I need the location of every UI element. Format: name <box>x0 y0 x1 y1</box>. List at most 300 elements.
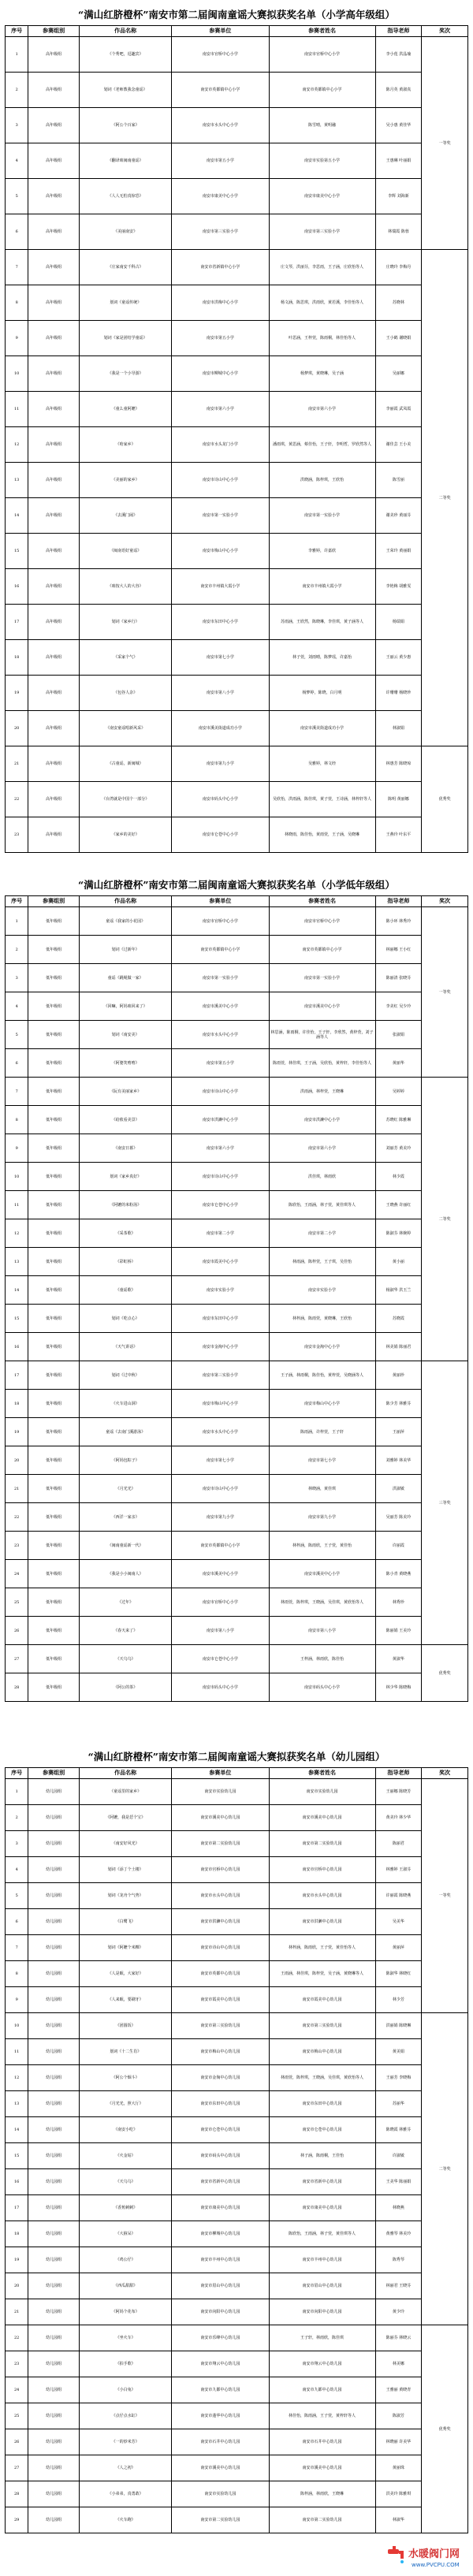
table-row <box>6 250 468 285</box>
cell-work: 《包谷人杂》 <box>79 676 171 711</box>
cell-no: 18 <box>6 2221 28 2247</box>
cell-teacher: 谢佳芸 王小美 <box>375 427 422 463</box>
cell-no: 21 <box>6 2299 28 2325</box>
cell-teacher: 黄美娟 <box>375 2039 422 2065</box>
cell-person: 南安市码头中心小学 <box>269 1673 375 1702</box>
table-row <box>6 108 468 143</box>
cell-work: 《阿嬷的米粉汤》 <box>79 1191 171 1219</box>
cell-unit: 南安市水头龙门小学 <box>172 427 269 463</box>
cell-teacher: 林丽君 王晓芬 <box>375 2273 422 2299</box>
cell-award: 优秀奖 <box>422 1645 468 1702</box>
cell-teacher: 王荣玲 黄丽娟 <box>375 534 422 569</box>
cell-unit: 南安市第六小学 <box>172 392 269 427</box>
cell-group: 高年级组 <box>28 179 80 214</box>
cell-person: 林子涵，陈雨桐，王佳怡 <box>269 2143 375 2169</box>
cell-no: 21 <box>6 746 28 782</box>
cell-no: 12 <box>6 2065 28 2091</box>
cell-teacher: 王燕玲 叶东平 <box>375 817 422 853</box>
cell-teacher: 王小鹤 谢晓娟 <box>375 321 422 356</box>
cell-work: 《坐火车》 <box>79 2325 171 2351</box>
cell-work: 《去溪门闹》 <box>79 498 171 534</box>
cell-no: 6 <box>6 1049 28 1078</box>
cell-person: 南安市官桥中心小学 <box>269 907 375 936</box>
cell-unit: 南安市诗山中心小学 <box>172 463 269 498</box>
cell-no: 13 <box>6 463 28 498</box>
cell-award: 二等奖 <box>422 250 468 746</box>
column-header: 指导老师 <box>375 1768 422 1779</box>
table-row <box>6 2195 468 2221</box>
cell-person: 林佳怡，陈雨涵，王子萱，黄梓轩等人 <box>269 2403 375 2429</box>
cell-person: 南安市水头中心幼儿园 <box>269 1883 375 1909</box>
table-row <box>6 1909 468 1935</box>
watermark-site-url: www.PVCPU.COM <box>412 2562 460 2568</box>
cell-work: 《美丽南安》 <box>79 214 171 250</box>
cell-no: 7 <box>6 1078 28 1106</box>
cell-unit: 南安市柳城中心小学 <box>172 356 269 392</box>
cell-unit: 南安市码头中心幼儿园 <box>172 2143 269 2169</box>
column-header: 作品名称 <box>79 1768 171 1779</box>
cell-work: 划词《添丁个土楼》 <box>79 1857 171 1883</box>
cell-person: 林雨涵，陈梓萱，王子琪，吴佳怡 <box>269 1248 375 1276</box>
table-row <box>6 427 468 463</box>
cell-teacher: 庄晓玲 李梅丹 <box>375 250 422 285</box>
cell-no: 20 <box>6 711 28 746</box>
cell-teacher: 林少霞 <box>375 1163 422 1191</box>
cell-person: 南安市溪美中心小学 <box>269 992 375 1021</box>
cell-group: 低年级组 <box>28 1532 80 1560</box>
cell-no: 6 <box>6 1909 28 1935</box>
cell-work: 《闽南语好童谣》 <box>79 534 171 569</box>
cell-unit: 南安市第一实验小学 <box>172 964 269 992</box>
cell-group: 低年级组 <box>28 1106 80 1134</box>
cell-no: 21 <box>6 1475 28 1503</box>
cell-no: 8 <box>6 285 28 321</box>
cell-group: 低年级组 <box>28 1305 80 1333</box>
table-row <box>6 1475 468 1503</box>
cell-award: 一等奖 <box>422 1779 468 2013</box>
cell-work: 《大箍呆》 <box>79 2221 171 2247</box>
cell-group: 幼儿园组 <box>28 2377 80 2403</box>
cell-no: 17 <box>6 605 28 640</box>
cell-no: 15 <box>6 1305 28 1333</box>
section-title: “满山红脐橙杯”南安市第二届闽南童谣大赛拟获奖名单（小学低年级组） <box>78 879 395 891</box>
cell-unit: 南安市第五小学 <box>172 143 269 179</box>
table-row <box>6 1645 468 1673</box>
cell-unit: 南安市眉山中心幼儿园 <box>172 2273 269 2299</box>
cell-unit: 南安市梅山中心小学 <box>172 534 269 569</box>
cell-teacher: 王晓燕 许丽红 <box>375 1191 422 1219</box>
cell-unit: 南安市九都中心幼儿园 <box>172 2377 269 2403</box>
cell-no: 20 <box>6 2273 28 2299</box>
cell-work: 《阿嬷，我是恁个宝》 <box>79 1805 171 1831</box>
cell-work: 划词《吃点心》 <box>79 1305 171 1333</box>
cell-unit: 南安市省新中心幼儿园 <box>172 2169 269 2195</box>
cell-no: 1 <box>6 1779 28 1805</box>
cell-group: 幼儿园组 <box>28 2481 80 2507</box>
cell-unit: 南安市水头中心小学 <box>172 108 269 143</box>
cell-work: 《火车进山洞》 <box>79 1390 171 1418</box>
cell-group: 低年级组 <box>28 1446 80 1475</box>
cell-no: 16 <box>6 569 28 605</box>
cell-work: 《家乡的美好》 <box>79 817 171 853</box>
cell-person: 庄文琴，洪丽芬，李思雨，王子涵，庄欣怡等人 <box>269 250 375 285</box>
cell-group: 高年级组 <box>28 676 80 711</box>
cell-work: 《台湾就是中国个一部分》 <box>79 782 171 817</box>
cell-no: 10 <box>6 356 28 392</box>
table-row <box>6 1049 468 1078</box>
cell-work: 《小白兔》 <box>79 2377 171 2403</box>
table-row <box>6 1673 468 1702</box>
cell-no: 5 <box>6 179 28 214</box>
cell-group: 幼儿园组 <box>28 2195 80 2221</box>
cell-unit: 南安市诗山中心小学 <box>172 1163 269 1191</box>
table-row <box>6 1248 468 1276</box>
table-row <box>6 1390 468 1418</box>
cell-person: 陈雨涵，许梓萱，王子轩 <box>269 1418 375 1446</box>
cell-group: 低年级组 <box>28 1503 80 1532</box>
cell-person: 林雨萱，陈梓琪，王晓涵，吴佳琪，黄欣怡等人 <box>269 1588 375 1617</box>
table-row <box>6 143 468 179</box>
cell-no: 16 <box>6 1333 28 1361</box>
table-row <box>6 2247 468 2273</box>
cell-group: 低年级组 <box>28 1078 80 1106</box>
cell-group: 低年级组 <box>28 1191 80 1219</box>
cell-no: 14 <box>6 1276 28 1305</box>
cell-unit: 南安市码头中心小学 <box>172 782 269 817</box>
cell-group: 高年级组 <box>28 285 80 321</box>
cell-unit: 南安市洪濑中心小学 <box>172 1106 269 1134</box>
column-header: 参赛单位 <box>172 896 269 907</box>
cell-work: 《过年》 <box>79 1588 171 1617</box>
cell-group: 低年级组 <box>28 1390 80 1418</box>
column-header: 指导老师 <box>375 896 422 907</box>
table-row <box>6 1333 468 1361</box>
table-row <box>6 964 468 992</box>
table-row <box>6 1857 468 1883</box>
table-row <box>6 1617 468 1645</box>
cell-no: 17 <box>6 1361 28 1390</box>
cell-work: 划词《阿嬷个米粿》 <box>79 1935 171 1961</box>
cell-work: 划词《童谣传统》 <box>79 285 171 321</box>
table-row <box>6 1191 468 1219</box>
cell-group: 高年级组 <box>28 143 80 179</box>
cell-no: 5 <box>6 1021 28 1049</box>
cell-award: 二等奖 <box>422 2013 468 2325</box>
cell-unit: 南安市官桥中心小学 <box>172 907 269 936</box>
cell-person: 王子轩，林雨欣，陈佳琪 <box>269 2325 375 2351</box>
cell-person: 南安市溪美中心小学 <box>269 1560 375 1588</box>
cell-no: 9 <box>6 1987 28 2013</box>
cell-work: 《人是眠，大家好》 <box>79 1961 171 1987</box>
cell-person: 南安市丰州镇大霞小学 <box>269 569 375 605</box>
table-row <box>6 2143 468 2169</box>
cell-unit: 南安市第三实验小学 <box>172 1361 269 1390</box>
cell-person: 南安市霞美中心幼儿园 <box>269 1987 375 2013</box>
cell-unit: 南安市溪美中心小学 <box>172 992 269 1021</box>
cell-group: 高年级组 <box>28 498 80 534</box>
cell-work: 《月光光，照大厅》 <box>79 2091 171 2117</box>
cell-teacher: 李辉 刘海新 <box>375 179 422 214</box>
cell-unit: 南安市第二实验幼儿园 <box>172 1831 269 1857</box>
cell-unit: 南安市翔云中心幼儿园 <box>172 2351 269 2377</box>
cell-work: 《白鹭飞》 <box>79 1909 171 1935</box>
cell-teacher: 许丽霞 陈晓燕 <box>375 1883 422 1909</box>
cell-person: 王雨涵，林佳琪，陈梓萱，吴子涵，黄晓琳等人 <box>269 1961 375 1987</box>
cell-work: 《鸡公仔》 <box>79 2247 171 2273</box>
cell-group: 低年级组 <box>28 907 80 936</box>
cell-work: 《阿妈个花布》 <box>79 2299 171 2325</box>
cell-teacher: 许珊珊 杨晓珍 <box>375 676 422 711</box>
cell-unit: 南安市官桥中心幼儿园 <box>172 1857 269 1883</box>
cell-no: 1 <box>6 907 28 936</box>
cell-group: 低年级组 <box>28 1560 80 1588</box>
cell-group: 高年级组 <box>28 356 80 392</box>
cell-group: 低年级组 <box>28 1163 80 1191</box>
cell-group: 幼儿园组 <box>28 2013 80 2039</box>
cell-unit: 南安市康美中心小学 <box>172 179 269 214</box>
cell-person: 南安市金淘中心小学 <box>269 1333 375 1361</box>
cell-group: 高年级组 <box>28 534 80 569</box>
cell-teacher: 谢美珍 黄丽芬 <box>375 498 422 534</box>
cell-no: 27 <box>6 1645 28 1673</box>
cell-person: 南安市第七小学 <box>269 1446 375 1475</box>
cell-no: 6 <box>6 214 28 250</box>
cell-work: 《咱按大人的大谷》 <box>79 569 171 605</box>
table-row <box>6 817 468 853</box>
cell-unit: 南安市诗山中心幼儿园 <box>172 1935 269 1961</box>
cell-group: 低年级组 <box>28 1645 80 1673</box>
cell-work: 划词《家乡行》 <box>79 605 171 640</box>
cell-award: 一等奖 <box>422 37 468 250</box>
cell-no: 4 <box>6 143 28 179</box>
cell-work: 划词《龙舟个气势》 <box>79 1883 171 1909</box>
cell-work: 《团圆饭》 <box>79 2013 171 2039</box>
cell-no: 10 <box>6 1163 28 1191</box>
cell-unit: 南安市霞美中心小学 <box>172 1248 269 1276</box>
cell-unit: 南安市实验小学 <box>172 1276 269 1305</box>
table-row <box>6 2117 468 2143</box>
cell-person: 南安市溪美中心幼儿园 <box>269 1805 375 1831</box>
cell-teacher: 洪美玲 陈雅琪 <box>375 2481 422 2507</box>
cell-work: 童谣《我家的小花园》 <box>79 907 171 936</box>
table-row <box>6 1987 468 2013</box>
table-row <box>6 640 468 676</box>
cell-unit: 南安市第三实验幼儿园 <box>172 2013 269 2039</box>
cell-unit: 南安市第七小学 <box>172 1446 269 1475</box>
cell-work: 《火金姑》 <box>79 2143 171 2169</box>
table-row <box>6 2091 468 2117</box>
table-row <box>6 2221 468 2247</box>
table-row <box>6 2273 468 2299</box>
cell-person: 王子涵，林雨桐，陈佳怡，黄梓萱，吴晓涵等人 <box>269 1361 375 1390</box>
cell-group: 幼儿园组 <box>28 2351 80 2377</box>
cell-unit: 南安市英都镇中心小学 <box>172 936 269 964</box>
cell-person: 南安市九都中心幼儿园 <box>269 2377 375 2403</box>
cell-no: 7 <box>6 1935 28 1961</box>
cell-no: 7 <box>6 250 28 285</box>
cell-group: 幼儿园组 <box>28 2429 80 2455</box>
cell-no: 13 <box>6 1248 28 1276</box>
cell-no: 14 <box>6 2117 28 2143</box>
cell-group: 高年级组 <box>28 569 80 605</box>
cell-group: 低年级组 <box>28 1475 80 1503</box>
section-title: “满山红脐橙杯”南安市第二届闽南童谣大赛拟获奖名单（幼儿园组） <box>88 1751 385 1763</box>
cell-teacher: 陈丽芬 林晓云 <box>375 2325 422 2351</box>
cell-unit: 南安市英都镇中心小学 <box>172 73 269 108</box>
cell-work: 《美丽的家乡》 <box>79 463 171 498</box>
cell-work: 《南安童谣唱新风采》 <box>79 711 171 746</box>
cell-work: 《人来眠，要刷牙》 <box>79 1987 171 2013</box>
cell-work: 《南安小吃》 <box>79 2117 171 2143</box>
cell-group: 低年级组 <box>28 936 80 964</box>
cell-group: 幼儿园组 <box>28 2091 80 2117</box>
cell-person: 王梓涵，林雨欣，陈佳怡 <box>269 1645 375 1673</box>
cell-person: 南安市第二实验幼儿园 <box>269 1831 375 1857</box>
cell-teacher: 林少芳 <box>375 1987 422 2013</box>
cell-group: 幼儿园组 <box>28 1987 80 2013</box>
cell-person: 杨梦婷，陈晓，白月明 <box>269 676 375 711</box>
cell-person: 洪雨涵，林梓萱，王晓琳 <box>269 1078 375 1106</box>
cell-group: 高年级组 <box>28 746 80 782</box>
table-row <box>6 936 468 964</box>
cell-unit: 南安市东田中心幼儿园 <box>172 2091 269 2117</box>
cell-group: 幼儿园组 <box>28 2403 80 2429</box>
cell-no: 19 <box>6 2247 28 2273</box>
cell-group: 低年级组 <box>28 1418 80 1446</box>
cell-person: 陈雪晴，黄明融 <box>269 108 375 143</box>
cell-no: 15 <box>6 534 28 569</box>
table-row <box>6 285 468 321</box>
cell-person: 南安市石井中心幼儿园 <box>269 2429 375 2455</box>
cell-work: 划词《十二生肖》 <box>79 2039 171 2065</box>
cell-teacher: 黄少玲 <box>375 2299 422 2325</box>
watermark-site-name: 水暖阀门网 <box>408 2548 460 2560</box>
cell-work: 《火车跑》 <box>79 2507 171 2533</box>
cell-teacher: 杨瑞娟 <box>375 605 422 640</box>
cell-teacher: 林瑞霞 陈蓉 <box>375 214 422 250</box>
cell-group: 幼儿园组 <box>28 2247 80 2273</box>
cell-teacher: 洪淑敏 <box>375 1475 422 1503</box>
cell-teacher: 李艳梅 胡雅雯 <box>375 569 422 605</box>
table-row <box>6 498 468 534</box>
cell-person: 林雨萱，陈梓琪，王晓涵，吴佳琪，黄欣怡等人 <box>269 2065 375 2091</box>
cell-person: 陈雨萱，林佳琪，王子涵，吴欣怡，黄梓轩，李佳怡等人 <box>269 1049 375 1078</box>
table-row <box>6 356 468 392</box>
cell-person: 南安市第一实验小学 <box>269 498 375 534</box>
cell-group: 高年级组 <box>28 782 80 817</box>
cell-work: 《人人无怕真惊恐》 <box>79 179 171 214</box>
cell-work: 《春天来了》 <box>79 1617 171 1645</box>
table-row <box>6 2325 468 2351</box>
cell-group: 幼儿园组 <box>28 1805 80 1831</box>
column-header: 参赛者姓名 <box>269 1768 375 1779</box>
cell-no: 3 <box>6 964 28 992</box>
cell-work: 划词《过中秋》 <box>79 1361 171 1390</box>
cell-no: 23 <box>6 1532 28 1560</box>
table-row <box>6 463 468 498</box>
cell-work: 《哈家乡》 <box>79 427 171 463</box>
cell-no: 2 <box>6 1805 28 1831</box>
cell-award: 一等奖 <box>422 907 468 1078</box>
cell-group: 幼儿园组 <box>28 2169 80 2195</box>
cell-person: 南安市实验第五小学 <box>269 143 375 179</box>
cell-work: 《阿公个烟斗》 <box>79 2065 171 2091</box>
table-row <box>6 1961 468 1987</box>
cell-no: 19 <box>6 1418 28 1446</box>
cell-person: 林梓涵，陈雨欣，王子萱，黄佳怡等人 <box>269 1935 375 1961</box>
cell-person: 南安市眉山中心幼儿园 <box>269 2273 375 2299</box>
cell-unit: 南安市向阳中心幼儿园 <box>172 2299 269 2325</box>
cell-person: 林梓涵，陈雨萱，黄晓琳，王欣怡 <box>269 1305 375 1333</box>
cell-unit: 南安市第七小学 <box>172 640 269 676</box>
cell-no: 11 <box>6 1191 28 1219</box>
cell-teacher: 苏晓林 <box>375 285 422 321</box>
table-row <box>6 746 468 782</box>
cell-unit: 南安市仑苍中心小学 <box>172 1191 269 1219</box>
table-row <box>6 1418 468 1446</box>
table-row <box>6 1305 468 1333</box>
cell-person: 南安市第一实验小学 <box>269 964 375 992</box>
column-header: 参赛组别 <box>28 26 80 37</box>
cell-teacher: 王丽娜 陈晓芳 <box>375 1779 422 1805</box>
cell-work: 《闽南童谣新一代》 <box>79 1532 171 1560</box>
column-header: 参赛者姓名 <box>269 896 375 907</box>
cell-person: 南安市官桥中心小学 <box>269 37 375 73</box>
cell-teacher: 林美娜 <box>375 2351 422 2377</box>
cell-unit: 南安市第三实验小学 <box>172 214 269 250</box>
cell-group: 低年级组 <box>28 1361 80 1390</box>
cell-work: 《拍手歌》 <box>79 2351 171 2377</box>
table-row <box>6 1219 468 1248</box>
column-header: 参赛单位 <box>172 26 269 37</box>
cell-person: 吴欣怡，洪雨涵，陈佳琪，黄子萱，王诗涵，林梓轩等人 <box>269 782 375 817</box>
cell-unit: 南安市石井中心幼儿园 <box>172 2429 269 2455</box>
cell-teacher: 王丽萍 <box>375 1418 422 1446</box>
cell-teacher: 李丽霞 武凤霞 <box>375 392 422 427</box>
cell-work: 《阿公的茶》 <box>79 1673 171 1702</box>
cell-unit: 南安市官桥中心小学 <box>172 1588 269 1617</box>
table-row <box>6 214 468 250</box>
table-row <box>6 782 468 817</box>
cell-work: 《人之初》 <box>79 2455 171 2481</box>
cell-group: 高年级组 <box>28 817 80 853</box>
cell-no: 18 <box>6 640 28 676</box>
cell-work: 《我是小小闽南人》 <box>79 1560 171 1588</box>
cell-teacher: 洪丽娟 陈晓琳 <box>375 2013 422 2039</box>
cell-group: 幼儿园组 <box>28 1857 80 1883</box>
cell-teacher: 王美华 陈丽娟 <box>375 2169 422 2195</box>
cell-no: 18 <box>6 1390 28 1418</box>
table-row <box>6 2065 468 2091</box>
cell-teacher: 黄丽珍 <box>375 1361 422 1390</box>
cell-person: 陈欣怡，王雨涵，林子萱，黄佳琪等人 <box>269 1191 375 1219</box>
table-row <box>6 1779 468 1805</box>
cell-no: 8 <box>6 1961 28 1987</box>
cell-teacher: 苏晓霞 <box>375 1305 422 1333</box>
cell-teacher: 陈明 黄丽娜 <box>375 782 422 817</box>
cell-teacher: 陈淑芳 <box>375 2403 422 2429</box>
cell-teacher: 林少华 陈晓梅 <box>375 1673 422 1702</box>
cell-group: 低年级组 <box>28 1219 80 1248</box>
cell-teacher: 黄淑华 <box>375 1645 422 1673</box>
table-row <box>6 2013 468 2039</box>
cell-teacher: 刘雅婷 林美华 <box>375 1446 422 1475</box>
cell-work: 划词《家乡真好》 <box>79 1163 171 1191</box>
table-row <box>6 73 468 108</box>
cell-work: 《点仔点水缸》 <box>79 2403 171 2429</box>
column-header: 序号 <box>6 1768 28 1779</box>
cell-teacher: 林美娟 陈丽君 <box>375 1333 422 1361</box>
